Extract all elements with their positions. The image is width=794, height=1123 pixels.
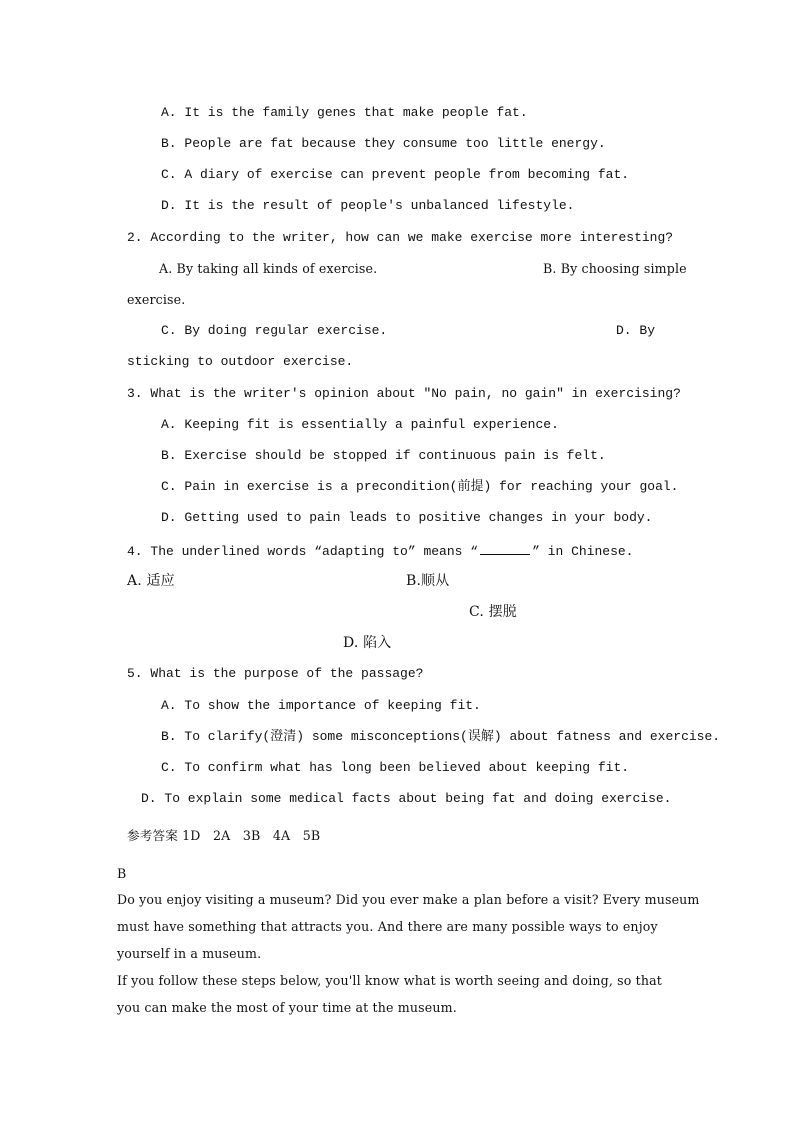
q1-option-b: B. People are fat because they consume too little energy. bbox=[161, 136, 606, 151]
q2-stem: 2. According to the writer, how can we make exercise more interesting? bbox=[127, 230, 674, 245]
q5-stem: 5. What is the purpose of the passage? bbox=[127, 666, 424, 681]
q5-option-d: D. To explain some medical facts about being fat and doing exercise. bbox=[141, 791, 672, 806]
section-b-para1-line2: must have something that attracts you. And there are many possible ways to enjoy bbox=[117, 919, 658, 934]
q2-option-b-end: exercise. bbox=[127, 292, 186, 307]
q2-option-c: C. By doing regular exercise. bbox=[161, 323, 388, 338]
q2-option-a: A. By taking all kinds of exercise. bbox=[159, 261, 378, 276]
q1-option-a: A. It is the family genes that make people fat. bbox=[161, 105, 528, 120]
q3-option-b: B. Exercise should be stopped if continuous pain is felt. bbox=[161, 448, 606, 463]
q4-stem-after: ” in Chinese. bbox=[532, 544, 634, 559]
q1-option-d: D. It is the result of people's unbalanced lifestyle. bbox=[161, 198, 575, 213]
q5-option-b: B. To clarify(澄清) some misconceptions(误解) about fatness and exercise. bbox=[161, 729, 721, 744]
q5-option-a: A. To show the importance of keeping fit. bbox=[161, 698, 481, 713]
section-b-para2-line1: If you follow these steps below, you'll know what is worth seeing and doing, so that bbox=[117, 973, 663, 988]
q4-option-a: A. 适应 bbox=[127, 573, 175, 589]
q1-option-c: C. A diary of exercise can prevent people from becoming fat. bbox=[161, 167, 630, 182]
q2-option-d-start: D. By bbox=[616, 323, 656, 338]
q2-option-d-end: sticking to outdoor exercise. bbox=[127, 354, 354, 369]
section-b-para1-line1: Do you enjoy visiting a museum? Did you ever make a plan before a visit? Every museum bbox=[117, 892, 700, 907]
q4-stem-before: 4. The underlined words “adapting to” means “ bbox=[127, 544, 479, 559]
q2-option-b-start: B. By choosing simple bbox=[543, 261, 687, 276]
section-b-para2-line2: you can make the most of your time at the museum. bbox=[117, 1000, 457, 1015]
section-b-para1-line3: yourself in a museum. bbox=[117, 946, 262, 961]
answer-key: 参考答案 1D 2A 3B 4A 5B bbox=[127, 828, 321, 843]
q5-option-c: C. To confirm what has long been believed about keeping fit. bbox=[161, 760, 630, 775]
q3-option-c: C. Pain in exercise is a precondition(前提) for reaching your goal. bbox=[161, 479, 679, 494]
q4-option-d: D. 陷入 bbox=[343, 635, 392, 651]
q4-answer-blank bbox=[480, 542, 530, 555]
q3-option-d: D. Getting used to pain leads to positive changes in your body. bbox=[161, 510, 653, 525]
q4-option-c: C. 摆脱 bbox=[469, 604, 517, 620]
q4-option-b: B.顺从 bbox=[406, 573, 450, 589]
q3-option-a: A. Keeping fit is essentially a painful experience. bbox=[161, 417, 559, 432]
q3-stem: 3. What is the writer's opinion about "No pain, no gain" in exercising? bbox=[127, 386, 681, 401]
q4-stem bbox=[127, 542, 633, 560]
section-b-label: B bbox=[117, 866, 127, 881]
